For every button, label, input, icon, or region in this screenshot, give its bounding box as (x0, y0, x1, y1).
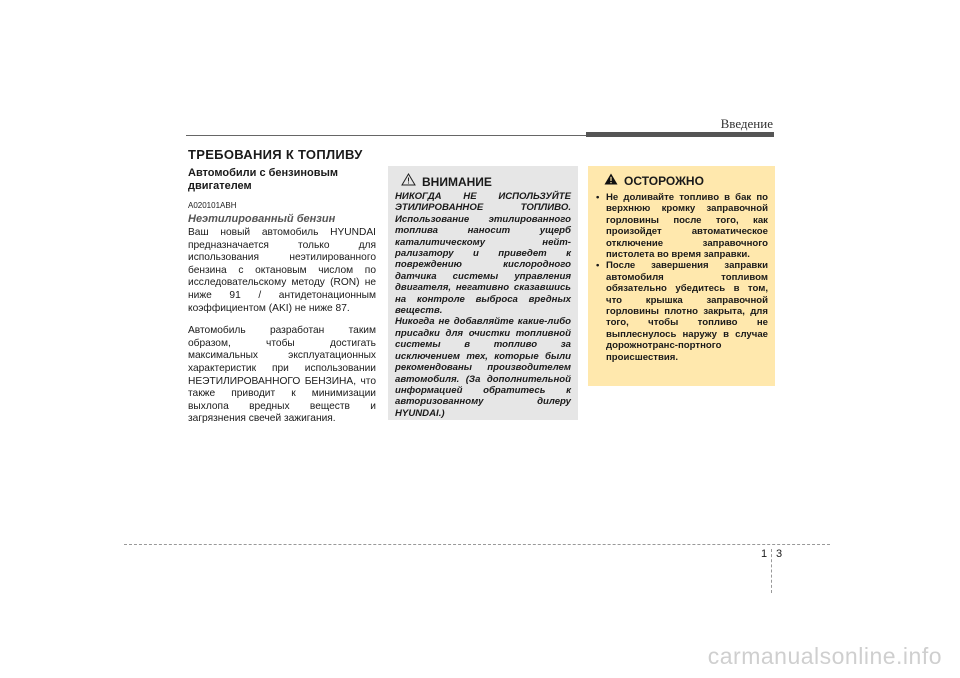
caution-header (596, 173, 768, 189)
caution-title: ОСТОРОЖНО (624, 174, 704, 188)
caution-box (588, 166, 775, 386)
footer-divider (124, 544, 830, 545)
body-paragraph-1: Ваш новый автомобиль HYUNDAI предназначается только для использования неэтилированного бензина с октановым числом по исследовательскому методу (RON) не ниже 91 / антидетонационным коэффициентом (AKI) не ниже 87. (188, 227, 376, 314)
watermark: carmanualsonline.info (707, 643, 942, 669)
warning-header (395, 174, 571, 190)
body-paragraph-2: Автомобиль разработан таким образом, чтобы достигать максимальных эксплуатационных характеристик при использовании НЕЭТИЛИРОВАННОГО БЕНЗИНА, что также приводит к минимизации выхлопа вредных веществ и загрязнения свечей зажигания. (188, 325, 376, 425)
header-rule (186, 135, 586, 136)
warning-title: ВНИМАНИЕ (422, 175, 492, 189)
subheading: Автомобили с бензиновым двигателем (188, 167, 339, 192)
caution-item: • После завершения заправки автомобиля топливом обязательно убедитесь в том, что крышка заправочной горловины плотно закрыта, для того, чтобы топливо не выплеснулось наружу в случае дорожнотранс-портного происшествия. (596, 260, 768, 363)
warning-triangle-outline-icon (401, 173, 416, 191)
italic-subheading: Неэтилированный бензин (188, 213, 336, 225)
document-code: A020101ABH (188, 201, 237, 210)
header-rule-accent (586, 132, 774, 137)
warning-paragraph-1: НИКОГДА НЕ ИСПОЛЬЗУЙТЕ ЭТИЛИРОВАННОЕ ТОПЛИВО. Использование этилированного топлива наносит ущерб каталитическому нейт-рализатору и приведет к повреждению кислородного датчика системы управления двигателя, негативно сказавшись на контроле выброса вредных веществ. (395, 191, 571, 317)
section-title: Введение (720, 116, 773, 131)
warning-triangle-filled-icon (604, 172, 618, 190)
page-number: 3 (776, 548, 783, 560)
page-number-separator (771, 549, 773, 593)
page-heading: ТРЕБОВАНИЯ К ТОПЛИВУ (188, 147, 363, 162)
warning-paragraph-2: Никогда не добавляйте какие-либо присадки для очистки топливной системы в топливо за исключением тех, которые были рекомендованы производителем автомобиля. (За дополнительной информацией обратитесь к авторизованному дилеру HYUNDAI.) (395, 316, 571, 419)
chapter-number: 1 (761, 548, 768, 560)
caution-item: • Не доливайте топливо в бак по верхнюю кромку заправочной горловины после того, как произойдет автоматическое отключение заправочного пистолета во время заправки. (596, 192, 768, 260)
warning-box (388, 166, 578, 420)
left-column (188, 167, 376, 426)
caution-list (596, 192, 768, 363)
